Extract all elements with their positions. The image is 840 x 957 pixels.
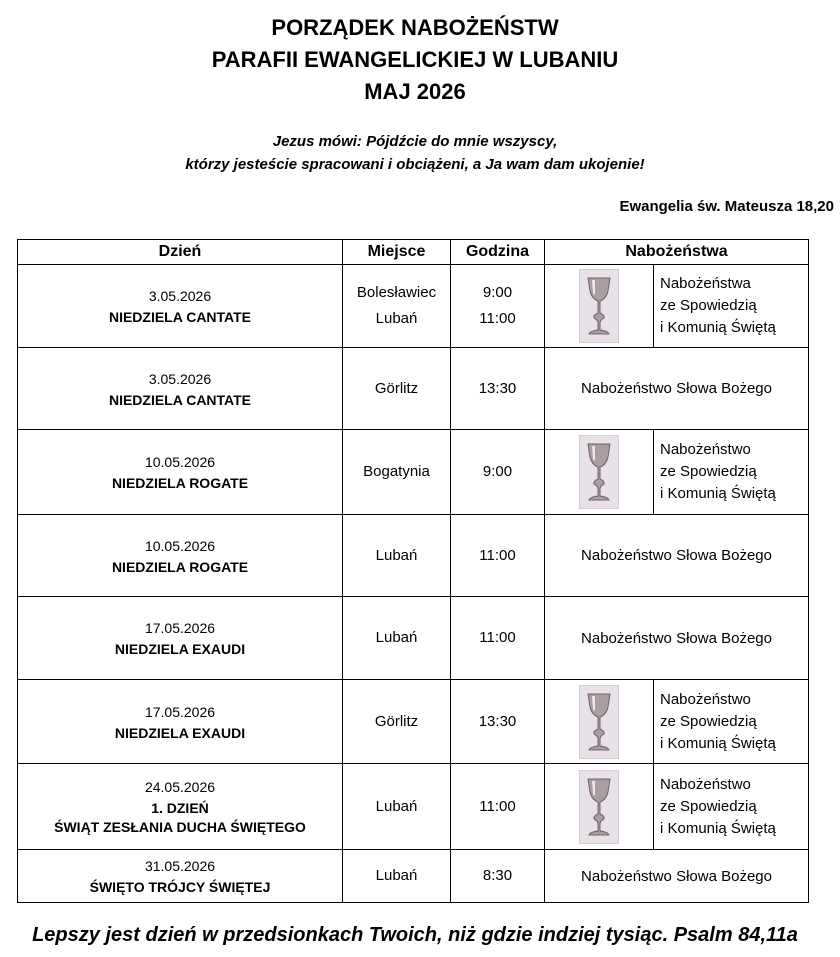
time-cell — [451, 764, 545, 850]
service-line-3: i Komunią Świętą — [660, 485, 776, 502]
service-time: 13:30 — [478, 379, 517, 397]
place-name: Lubań — [375, 867, 418, 884]
day-cell — [18, 680, 343, 764]
place-cell — [343, 597, 451, 680]
time-cell — [451, 348, 545, 430]
table-row — [18, 680, 809, 764]
table-header-row — [18, 240, 809, 265]
place-cell — [343, 680, 451, 764]
service-date: 10.05.2026 — [144, 537, 216, 554]
sunday-name: ŚWIĘTO TRÓJCY ŚWIĘTEJ — [89, 879, 271, 895]
service-time: 9:00 — [482, 284, 513, 301]
place-name: Lubań — [375, 797, 418, 815]
service-time: 13:30 — [478, 712, 517, 730]
service-cell — [545, 680, 809, 764]
service-description — [654, 265, 808, 347]
service-line-2: ze Spowiedzią — [660, 797, 757, 815]
motto-quote — [0, 130, 830, 176]
service-line-1: Nabożeństwo — [660, 690, 751, 708]
service-cell — [545, 265, 809, 348]
service-date: 17.05.2026 — [144, 703, 216, 720]
sunday-name: NIEDZIELA CANTATE — [108, 391, 252, 408]
service-description: Nabożeństwo Słowa Bożego — [581, 547, 772, 564]
service-date: 3.05.2026 — [148, 370, 212, 387]
service-cell — [545, 850, 809, 903]
day-cell — [18, 597, 343, 680]
chalice-cell — [545, 265, 654, 347]
schedule-rows — [18, 265, 809, 903]
sunday-name-2: ŚWIĄT ZESŁANIA DUCHA ŚWIĘTEGO — [54, 819, 306, 835]
service-line-1: Nabożeństwo — [660, 775, 751, 793]
page-title — [0, 12, 830, 108]
place-cell — [343, 515, 451, 597]
service-cell — [545, 515, 809, 597]
service-time: 9:00 — [482, 463, 513, 480]
time-cell — [451, 850, 545, 903]
place-name-2: Lubań — [375, 310, 418, 327]
sunday-name: NIEDZIELA ROGATE — [111, 475, 249, 491]
chalice-icon — [579, 770, 619, 844]
sunday-name: 1. DZIEŃ — [151, 800, 209, 816]
day-cell — [18, 265, 343, 348]
time-cell — [451, 430, 545, 515]
table-row — [18, 515, 809, 597]
place-name: Lubań — [375, 546, 418, 564]
day-cell — [18, 515, 343, 597]
service-description: Nabożeństwo Słowa Bożego — [581, 380, 772, 397]
place-name: Lubań — [375, 629, 418, 646]
chalice-cell — [545, 430, 654, 514]
header-day: Dzień — [18, 240, 343, 265]
time-cell — [451, 597, 545, 680]
service-time: 11:00 — [479, 797, 516, 815]
place-cell — [343, 764, 451, 850]
day-cell — [18, 764, 343, 850]
motto-source: Ewangelia św. Mateusza 18,20 — [619, 198, 834, 215]
service-date: 3.05.2026 — [148, 288, 212, 304]
service-description — [654, 680, 808, 763]
service-line-2: ze Spowiedzią — [660, 712, 757, 730]
motto-line-1: Jezus mówi: Pójdźcie do mnie wszyscy, — [272, 133, 558, 150]
day-cell — [18, 850, 343, 903]
chalice-cell — [545, 680, 654, 763]
sunday-name: NIEDZIELA EXAUDI — [114, 641, 246, 657]
service-time: 11:00 — [479, 546, 516, 564]
service-cell — [545, 348, 809, 430]
service-line-2: ze Spowiedzią — [660, 463, 757, 480]
place-name: Bolesławiec — [356, 284, 437, 301]
table-row — [18, 850, 809, 903]
sunday-name: NIEDZIELA CANTATE — [108, 309, 252, 325]
service-time: 8:30 — [482, 867, 513, 884]
service-date: 24.05.2026 — [144, 779, 216, 795]
motto-line-2: którzy jesteście spracowani i obciążeni, a Ja wam dam ukojenie! — [185, 156, 645, 173]
place-cell — [343, 348, 451, 430]
service-date: 10.05.2026 — [144, 454, 216, 470]
service-description: Nabożeństwo Słowa Bożego — [581, 867, 772, 885]
time-cell — [451, 680, 545, 764]
service-description: Nabożeństwo Słowa Bożego — [581, 629, 772, 647]
table-row — [18, 764, 809, 850]
chalice-icon — [579, 435, 619, 509]
footer-quote: Lepszy jest dzień w przedsionkach Twoich, niż gdzie indziej tysiąc. Psalm 84,11a — [32, 924, 798, 946]
schedule-table — [17, 239, 809, 903]
service-description — [654, 764, 808, 849]
time-cell — [451, 265, 545, 348]
header-place: Miejsce — [343, 240, 451, 265]
table-row — [18, 597, 809, 680]
service-line-1: Nabożeństwo — [660, 441, 751, 458]
place-cell — [343, 430, 451, 515]
service-line-1: Nabożeństwa — [660, 275, 751, 292]
sunday-name: NIEDZIELA EXAUDI — [114, 724, 246, 741]
service-line-3: i Komunią Świętą — [660, 734, 776, 752]
service-time: 11:00 — [479, 629, 516, 646]
chalice-icon — [579, 269, 619, 343]
service-line-3: i Komunią Świętą — [660, 819, 776, 837]
table-row — [18, 265, 809, 348]
day-cell — [18, 348, 343, 430]
service-date: 17.05.2026 — [144, 620, 216, 636]
service-date: 31.05.2026 — [144, 858, 216, 874]
service-time-2: 11:00 — [479, 310, 516, 327]
day-cell — [18, 430, 343, 515]
service-cell — [545, 764, 809, 850]
place-name: Görlitz — [374, 712, 419, 730]
service-cell — [545, 597, 809, 680]
sunday-name: NIEDZIELA ROGATE — [111, 558, 249, 575]
header-service: Nabożeństwa — [545, 240, 809, 265]
header-time: Godzina — [451, 240, 545, 265]
place-cell — [343, 850, 451, 903]
place-name: Bogatynia — [363, 463, 430, 480]
title-line-3: MAJ 2026 — [364, 79, 466, 104]
place-name: Görlitz — [374, 379, 419, 397]
title-line-1: PORZĄDEK NABOŻEŃSTW — [271, 15, 559, 40]
time-cell — [451, 515, 545, 597]
service-line-2: ze Spowiedzią — [660, 297, 757, 314]
table-row — [18, 430, 809, 515]
place-cell — [343, 265, 451, 348]
table-row — [18, 348, 809, 430]
chalice-cell — [545, 764, 654, 849]
service-description — [654, 430, 808, 514]
service-cell — [545, 430, 809, 515]
title-line-2: PARAFII EWANGELICKIEJ W LUBANIU — [211, 47, 619, 72]
service-line-3: i Komunią Świętą — [660, 319, 776, 336]
chalice-icon — [579, 685, 619, 759]
